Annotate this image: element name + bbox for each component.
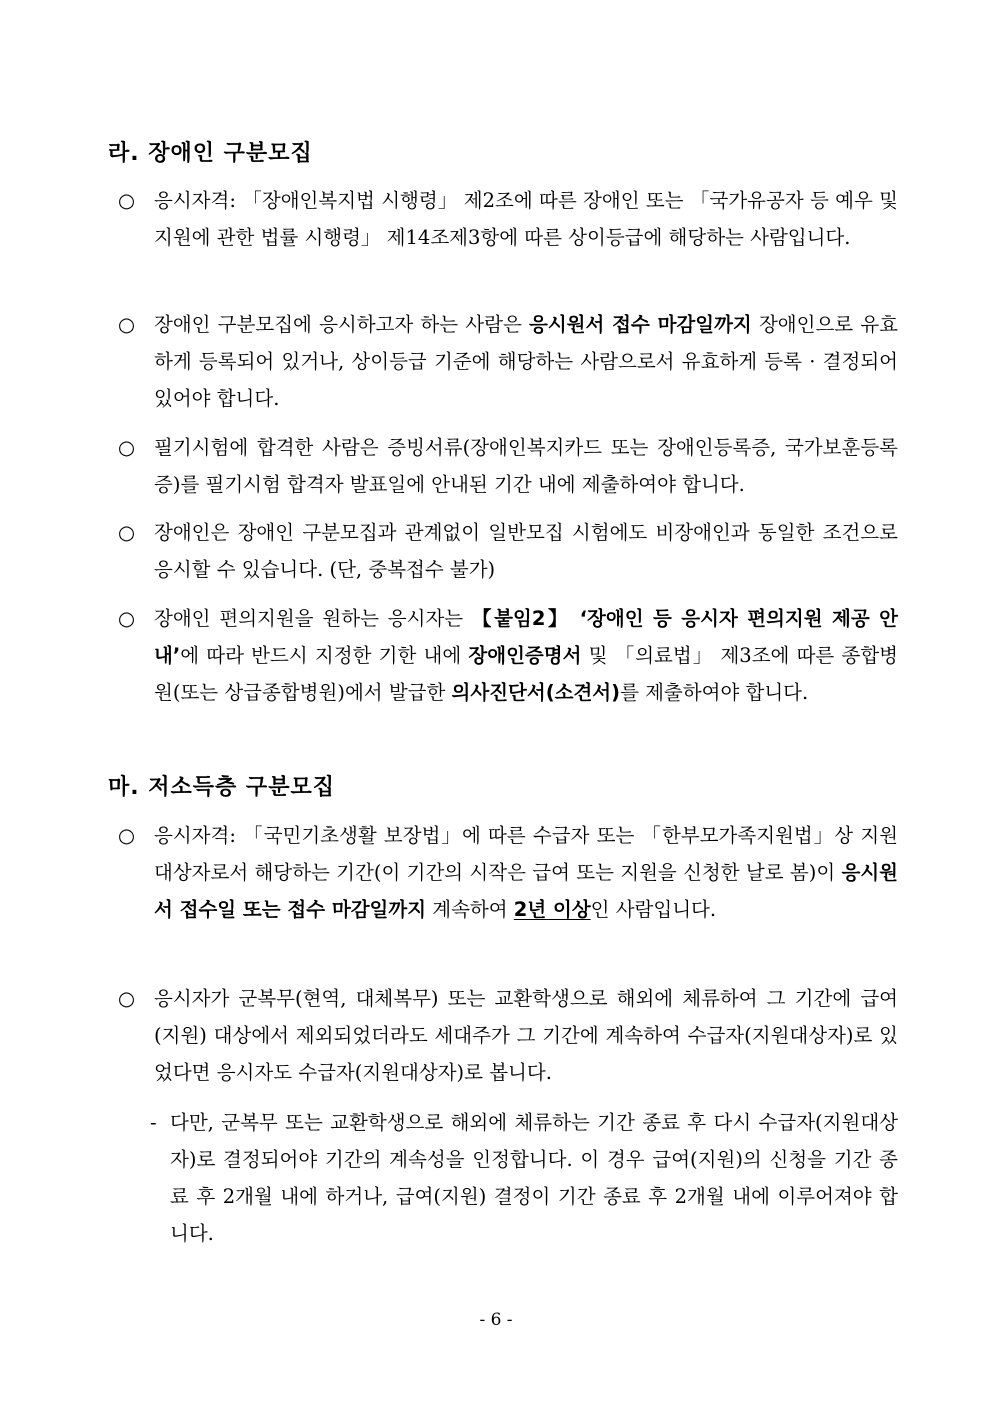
emphasis-certificate: 장애인증명서 <box>468 644 582 667</box>
section-heading-ra: 라. 장애인 구분모집 <box>108 141 313 166</box>
emphasis-diagnosis: 의사진단서(소견서) <box>451 681 621 704</box>
emphasis-deadline: 응시원서 접수일 또는 접수 마감일까지 <box>154 861 898 921</box>
emphasis-deadline: 응시원서 접수 마감일까지 <box>529 313 752 336</box>
item-text: 장애인 구분모집에 응시하고자 하는 사람은 응시원서 접수 마감일까지 장애인으로 유효하게 등록되어 있거나, 상이등급 기준에 해당하는 사람으로서 유효하게 등록 · 결정되어 있어야 합니다. <box>154 313 898 410</box>
item-text: 응시자격: 「장애인복지법 시행령」 제2조에 따른 장애인 또는 「국가유공자 등 예우 및 지원에 관한 법률 시행령」 제14조제3항에 따른 상이등급에 해당하는 사람입니다. <box>154 189 898 249</box>
section-heading-ma: 마. 저소득층 구분모집 <box>108 775 335 800</box>
list-item <box>118 600 898 711</box>
item-text: 응시자가 군복무(현역, 대체복무) 또는 교환학생으로 해외에 체류하여 그 기간에 급여(지원) 대상에서 제외되었더라도 세대주가 그 기간에 계속하여 수급자(지원대상자)로 있었다면 응시자도 수급자(지원대상자)로 봅니다. <box>154 987 898 1084</box>
bullet: ○ <box>118 189 136 212</box>
bullet: ○ <box>118 607 136 630</box>
bullet: ○ <box>118 987 136 1010</box>
list-item <box>118 429 898 503</box>
list-item <box>118 182 898 256</box>
sub-item-text: 다만, 군복무 또는 교환학생으로 해외에 체류하는 기간 종료 후 다시 수급자(지원대상자)로 결정되어야 기간의 계속성을 인정합니다. 이 경우 급여(지원)의 신청을 기간 종료 후 2개월 내에 하거나, 급여(지원) 결정이 기간 종료 후 2개월 내에 이루어져야 합니다. <box>170 1111 898 1245</box>
item-text: 장애인 편의지원을 원하는 응시자는 【붙임2】 ‘장애인 등 응시자 편의지원 제공 안내’에 따라 반드시 지정한 기한 내에 장애인증명서 및 「의료법」 제3조에 따른 종합병원(또는 상급종합병원)에서 발급한 의사진단서(소견서)를 제출하여야 합니다. <box>154 607 898 704</box>
item-text: 장애인은 장애인 구분모집과 관계없이 일반모집 시험에도 비장애인과 동일한 조건으로 응시할 수 있습니다. (단, 중복접수 불가) <box>154 521 898 581</box>
item-text: 응시자격: 「국민기초생활 보장법」에 따른 수급자 또는 「한부모가족지원법」상 지원대상자로서 해당하는 기간(이 기간의 시작은 급여 또는 지원을 신청한 날로 봄)이 응시원서 접수일 또는 접수 마감일까지 계속하여 2년 이상인 사람입니다. <box>154 824 898 921</box>
list-item <box>118 514 898 588</box>
list-item <box>118 306 898 417</box>
emphasis-attachment: 【붙임2】 ‘장애인 등 응시자 편의지원 제공 안내’ <box>154 607 898 667</box>
bullet: ○ <box>118 313 136 336</box>
item-text: 필기시험에 합격한 사람은 증빙서류(장애인복지카드 또는 장애인등록증, 국가보훈등록증)를 필기시험 합격자 발표일에 안내된 기간 내에 제출하여야 합니다. <box>154 436 898 496</box>
page-number: - 6 - <box>479 1310 513 1330</box>
list-item <box>118 817 898 928</box>
bullet: ○ <box>118 824 136 847</box>
list-item <box>118 980 898 1091</box>
bullet: ○ <box>118 436 136 459</box>
sub-list-item <box>150 1104 898 1252</box>
bullet: ○ <box>118 521 136 544</box>
dash-bullet: - <box>150 1111 157 1134</box>
emphasis-duration: 2년 이상 <box>513 898 591 921</box>
